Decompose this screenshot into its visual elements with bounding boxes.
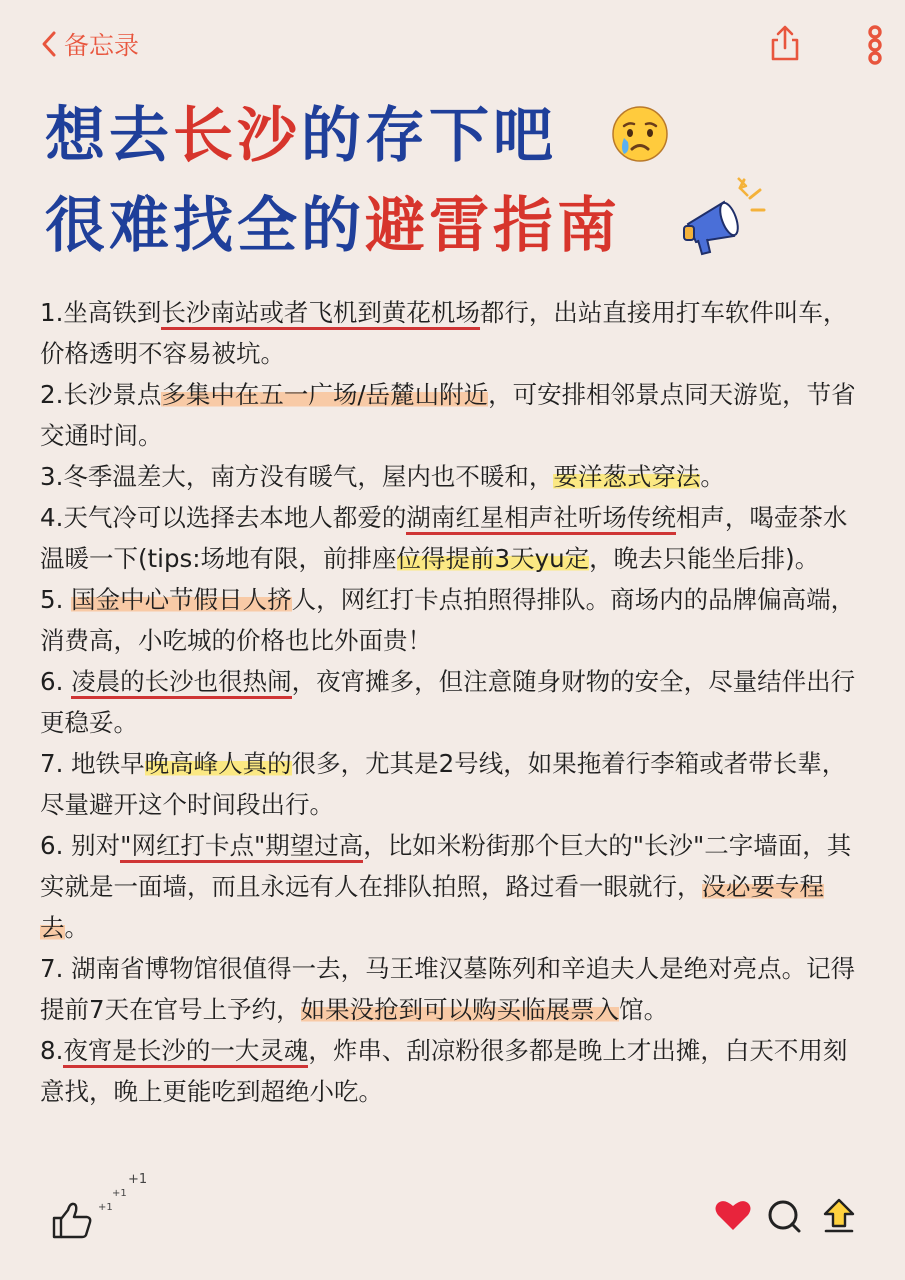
title-segment: 避雷指南: [365, 191, 621, 261]
title-segment: 的存下吧: [301, 101, 557, 171]
plus-one-label: +1: [112, 1188, 127, 1199]
tip-text: 2.长沙景点: [40, 380, 162, 409]
title-segment: 想去: [45, 101, 173, 171]
tip-item: [40, 374, 868, 456]
tip-text: 6.: [40, 667, 72, 696]
tip-text: 都行，出站直接用打车软件叫车，价格透明不容易被坑。: [40, 298, 848, 368]
bottom-bar: [0, 1172, 905, 1280]
highlighted-text: 要洋葱式穿法: [553, 462, 701, 491]
tip-text: ，夜宵摊多，但注意随身财物的安全，尽量结伴出行更稳妥。: [40, 667, 856, 737]
thumbs-up-icon[interactable]: [50, 1200, 94, 1240]
plus-one-label: +1: [98, 1202, 113, 1213]
tip-text: ，晚去只能坐后排)。: [589, 544, 820, 573]
note-content: [40, 292, 868, 1112]
title-line-1: [45, 96, 865, 176]
share-icon[interactable]: [768, 24, 802, 62]
megaphone-icon: [678, 176, 770, 260]
tip-item: [40, 825, 868, 948]
tip-item: [40, 497, 868, 579]
tip-item: [40, 661, 868, 743]
top-bar: [0, 0, 905, 90]
tip-text: 4.天气冷可以选择去本地人都爱的: [40, 503, 407, 532]
tip-item: [40, 292, 868, 374]
tip-text: 。: [700, 462, 725, 491]
tip-text: ，可安排相邻景点同天游览，节省交通时间。: [40, 380, 856, 450]
tip-text: 6. 别对: [40, 831, 121, 860]
comment-icon[interactable]: [766, 1198, 802, 1234]
tip-text: 7. 湖南省博物馆很值得一去，马王堆汉墓陈列和辛追夫人是绝对亮点。记得提前7天在官号上予约，: [40, 954, 856, 1024]
underlined-text: 凌晨的长沙也很热闹: [71, 667, 292, 699]
tip-item: [40, 948, 868, 1030]
tip-text: 7. 地铁早: [40, 749, 145, 778]
tip-text: 8.: [40, 1036, 64, 1065]
highlighted-text: 国金中心节假日人挤: [71, 585, 292, 614]
tip-text: 。: [64, 913, 89, 942]
underlined-text: 湖南红星相声社听场传统: [406, 503, 676, 535]
tip-text: 很多，尤其是2号线，如果拖着行李箱或者带长辈，尽量避开这个时间段出行。: [40, 749, 847, 819]
tip-text: 人，网红打卡点拍照得排队。商场内的品牌偏高端，消费高，小吃城的价格也比外面贵！: [40, 585, 856, 655]
tip-text: 相声，喝壶茶水温暖一下(tips:场地有限，前排座: [40, 503, 848, 573]
tip-text: 馆。: [619, 995, 669, 1024]
title-segment: 很难找全的: [45, 191, 365, 261]
underlined-text: "网红打卡点"期望过高: [120, 831, 363, 863]
tip-item: [40, 456, 868, 497]
tip-item: [40, 579, 868, 661]
highlighted-text: 晚高峰人真的: [144, 749, 292, 778]
back-button[interactable]: [38, 24, 139, 64]
tip-text: ，炸串、刮凉粉很多都是晚上才出摊，白天不用刻意找，晚上更能吃到超绝小吃。: [40, 1036, 848, 1106]
tip-text: ，比如米粉街那个巨大的"长沙"二字墙面，其实就是一面墙，而且永远有人在排队拍照，路过看一眼就行，: [40, 831, 852, 901]
highlighted-text: 没必要专程去: [40, 872, 824, 942]
favorite-icon[interactable]: [820, 1196, 858, 1234]
underlined-text: 夜宵是长沙的一大灵魂: [63, 1036, 308, 1068]
more-icon[interactable]: [862, 22, 888, 66]
heart-icon[interactable]: [714, 1198, 752, 1232]
highlighted-text: 如果没抢到可以购买临展票入: [300, 995, 620, 1024]
highlighted-text: 多集中在五一广场/岳麓山附近: [161, 380, 489, 409]
tip-text: 3.冬季温差大，南方没有暖气，屋内也不暖和，: [40, 462, 554, 491]
tip-text: 1.坐高铁到: [40, 298, 162, 327]
chevron-left-icon: [38, 29, 60, 59]
highlighted-text: 位得提前3天yu定: [396, 544, 590, 573]
underlined-text: 长沙南站或者飞机到黄花机场: [161, 298, 480, 330]
tip-item: [40, 1030, 868, 1112]
back-label: 备忘录: [64, 31, 140, 60]
title-segment: 长沙: [173, 101, 301, 171]
plus-one-label: +1: [128, 1172, 148, 1187]
crying-face-icon: [610, 104, 670, 164]
tip-item: [40, 743, 868, 825]
tip-text: 5.: [40, 585, 72, 614]
